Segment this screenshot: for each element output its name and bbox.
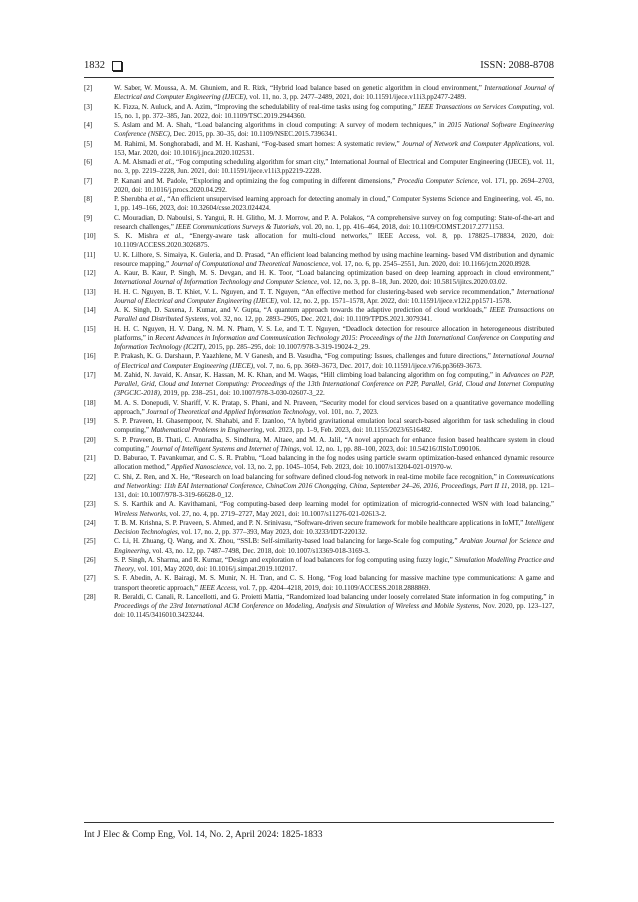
reference-details: , vol. 15, no. 1, pp. 372–385, Jan. 2022, doi: 10.1109/TSC.2019.2944360. [114, 102, 554, 120]
reference-details: , vol. 17, no. 6, pp. 2545–2551, Jun. 2020, doi: 10.1166/jctn.2020.8928. [328, 259, 531, 268]
reference-details: , vol. 27, no. 4, pp. 2719–2727, May 2021, doi: 10.1007/s11276-021-02613-2. [166, 509, 387, 518]
square-icon [112, 61, 122, 71]
reference-text: S. Aslam and M. A. Shah, “Load balancing algorithms in cloud computing: A survey of modern techniques,” in [114, 121, 445, 129]
reference-number: [28] [84, 592, 96, 601]
reference-venue: Mathematical Problems in Engineering [150, 426, 263, 435]
reference-text: S. F. Abedin, A. K. Bairagi, M. S. Munir, N. H. Tran, and C. S. Hong, “Fog load balancing for massive machine type communications: A game and transport theoretic approach,” [114, 574, 554, 592]
reference-item [84, 399, 554, 418]
reference-venue: IEEE Transactions on Parallel and Distributed Systems [114, 306, 555, 324]
reference-number: [23] [84, 500, 96, 509]
reference-item [84, 140, 554, 159]
reference-number: [15] [84, 324, 96, 333]
reference-number: [9] [84, 213, 93, 222]
reference-text: C. Shi, Z. Ren, and X. He, “Research on load balancing for software defined cloud-fog network in real-time mobile face recognition,” in [114, 472, 505, 481]
page-header [84, 60, 554, 76]
reference-number: [14] [84, 306, 96, 314]
reference-item [84, 325, 554, 353]
reference-details: , vol. 12, no. 2, pp. 1571–1578, Apr. 2022, doi: 10.11591/ijece.v12i2.pp1571-1578. [276, 296, 512, 305]
reference-text: S. P. Praveen, B. Thati, C. Anuradha, S. Sindhura, M. Altaee, and M. A. Jalil, “A novel approach for enhance fusion based healthcare system in cloud computing,” [114, 435, 554, 453]
reference-details: , vol. 12, no. 3, pp. 8–18, Jun. 2020, doi: 10.5815/ijitcs.2020.03.02. [317, 278, 507, 287]
reference-venue: Advances on P2P, Parallel, Grid, Cloud and Internet Computing: Proceedings of the 13th International Conference on P2P, Parallel, Grid, Cloud and Internet Computing (3PGCIC-2018) [114, 370, 554, 398]
reference-number: [3] [84, 102, 93, 111]
reference-venue: Journal of Intelligent Systems and Internet of Things [150, 444, 300, 453]
reference-item [84, 537, 554, 556]
reference-item [84, 454, 554, 473]
reference-venue: Procedia Computer Science [397, 176, 478, 185]
reference-item [84, 251, 554, 270]
reference-item [84, 500, 554, 519]
reference-text: M. A. S. Donepudi, V. Shariff, V. K. Pratap, S. Phani, and N. Praveen, “Security model for cloud services based on a quantitative governance modelling approach,” [114, 398, 554, 416]
reference-details: , “An efficient unsupervised learning approach for detecting anomaly in cloud,” Computer Systems Science and Engineering, vol. 45, no. 1, pp. 149–166, 2023, doi: 10.32604/csse.2023.024424. [114, 195, 555, 213]
reference-details: , 2019, pp. 238–251, doi: 10.1007/978-3-030-02607-3_22. [159, 389, 325, 398]
reference-item [84, 269, 554, 288]
reference-item [84, 352, 554, 371]
reference-text: D. Baburao, T. Pavankumar, and C. S. R. Prabhu, “Load balancing in the fog nodes using particle swarm optimization-based enhanced dynamic resource allocation method,” [114, 454, 554, 472]
reference-details: , vol. 171, pp. 2694–2703, 2020, doi: 10.1016/j.procs.2020.04.292. [114, 176, 554, 194]
reference-text: S. K. Mishra [114, 232, 159, 240]
reference-details: , vol. 12, no. 1, pp. 88–100, 2023, doi: 10.54216/JISIoT.090106. [299, 444, 481, 453]
reference-venue: Journal of Network and Computer Applications [402, 139, 540, 148]
reference-details: , vol. 20, no. 1, pp. 416–464, 2018, doi: 10.1109/COMST.2017.2771153. [298, 222, 505, 231]
reference-number: [8] [84, 195, 93, 203]
reference-venue: International Journal of Electrical and Computer Engineering (IJECE) [114, 287, 554, 305]
reference-text: T. B. M. Krishna, S. P. Praveen, S. Ahmed, and P. N. Srinivasu, “Software-driven secure framework for mobile healthcare applications in IoMT,” [114, 518, 524, 527]
reference-text: W. Saber, W. Moussa, A. M. Ghuniem, and R. Rizk, “Hybrid load balance based on genetic algorithm in cloud environment,” [114, 84, 482, 92]
reference-item [84, 177, 554, 196]
reference-text: M. Rahimi, M. Songhorabadi, and M. H. Kashani, “Fog-based smart homes: A systematic review,” [114, 139, 400, 148]
reference-venue: Proceedings of the 23rd International ACM Conference on Modeling, Analysis and Simulation of Wireless and Mobile Systems [114, 602, 479, 610]
reference-text: P. Sherubha [114, 195, 148, 203]
reference-venue: et al. [158, 158, 173, 166]
page-footer: Int J Elec & Comp Eng, Vol. 14, No. 2, April 2024: 1825-1833 [84, 830, 323, 840]
reference-details: , Dec. 2015, pp. 30–35, doi: 10.1109/NSEC.2015.7396341. [169, 130, 338, 139]
reference-number: [18] [84, 398, 96, 407]
reference-text: U. K. Lilhore, S. Simaiya, K. Guleria, and D. Prasad, “An efficient load balancing method by using machine learning- based VM distribution and dynamic resource mapping,” [114, 250, 554, 268]
reference-venue: Applied Nanoscience [171, 463, 232, 472]
reference-details: , Nov. 2020, pp. 123–127, doi: 10.1145/3416010.3423244. [114, 602, 554, 620]
reference-item [84, 288, 554, 307]
reference-number: [21] [84, 454, 96, 462]
reference-details: , vol. 2023, pp. 1–9, Feb. 2023, doi: 10.1155/2023/6516482. [262, 426, 433, 435]
reference-venue: Wireless Networks [114, 509, 167, 518]
reference-text: P. Kanani and M. Padole, “Exploring and optimizing the fog computing in different dimensions,” [114, 176, 396, 185]
reference-text: H. H. C. Nguyen, B. T. Khiet, V. L. Nguyen, and T. T. Nguyen, “An effective method for clustering-based web service recommendation,” [114, 287, 515, 296]
reference-details: , vol. 7, pp. 4204–4218, 2019, doi: 10.1109/ACCESS.2018.2888869. [235, 583, 431, 592]
reference-number: [25] [84, 537, 96, 546]
reference-item [84, 195, 554, 214]
reference-text: A. Kaur, B. Kaur, P. Singh, M. S. Devgan, and H. K. Toor, “Load balancing optimization based on deep learning approach in cloud environment,” [114, 269, 554, 277]
reference-number: [6] [84, 158, 93, 166]
reference-item [84, 84, 554, 103]
reference-details: , “Fog computing scheduling algorithm for smart city,” International Journal of Electrical and Computer Engineering (IJECE), vol. 11, no. 3, pp. 2219–2228, Jun. 2021, doi: 10.11591/ijece.v11i3.pp2219-2228. [114, 158, 554, 176]
reference-number: [11] [84, 250, 96, 259]
reference-item [84, 214, 554, 233]
reference-number: [10] [84, 232, 96, 240]
reference-item [84, 158, 554, 177]
issn: ISSN: 2088-8708 [480, 60, 554, 71]
reference-number: [24] [84, 518, 96, 527]
reference-details: , vol. 17, no. 2, pp. 377–393, May 2023, doi: 10.3233/IDT-220132. [177, 528, 367, 536]
reference-number: [26] [84, 555, 96, 564]
reference-item [84, 473, 554, 501]
reference-item [84, 519, 554, 538]
reference-details: , vol. 101, no. 7, 2023. [314, 407, 379, 416]
reference-text: A. M. Alsmadi [114, 158, 157, 166]
reference-text: R. Beraldi, C. Canali, R. Lancellotti, and G. Proietti Mattia, “Randomized load balancing under loosely correlated State information in fog computing,” in [114, 592, 554, 601]
reference-text: C. Li, H. Zhuang, Q. Wang, and X. Zhou, “SSLB: Self-similarity-based load balancing for large-Scale fog computing,” [114, 537, 458, 546]
reference-text: S. P. Singh, A. Sharma, and R. Kumar, “Design and exploration of load balancers for fog computing using fuzzy logic,” [114, 555, 453, 564]
reference-venue: 2015 National Software Engineering Conference (NSEC) [114, 121, 554, 139]
reference-number: [22] [84, 472, 96, 481]
reference-details: , vol. 43, no. 12, pp. 7487–7498, Dec. 2018, doi: 10.1007/s13369-018-3169-3. [148, 546, 370, 555]
reference-number: [19] [84, 417, 96, 425]
reference-details: , vol. 13, no. 2, pp. 1045–1054, Feb. 2023, doi: 10.1007/s13204-021-01970-w. [231, 463, 453, 472]
reference-list [84, 84, 554, 621]
reference-details: , vol. 11, no. 3, pp. 2477–2489, 2021, doi: 10.11591/ijece.v11i3.pp2477-2489. [245, 93, 467, 102]
reference-number: [7] [84, 176, 93, 185]
reference-text: S. S. Karthik and A. Kavithamani, “Fog computing-based deep learning model for optimization of microgrid-connected WSN with load balancing,” [114, 500, 554, 509]
header-divider [84, 77, 554, 78]
reference-venue: et al. [163, 232, 182, 240]
reference-number: [16] [84, 352, 96, 361]
reference-venue: International Journal of Electrical and Computer Engineering (IJECE) [114, 84, 555, 102]
reference-venue: Journal of Computational and Theoretical Nanoscience [170, 259, 329, 268]
reference-item [84, 574, 554, 593]
reference-details: , vol. 153, Mar. 2020, doi: 10.1016/j.jnca.2020.102531. [114, 139, 555, 157]
reference-venue: IEEE Communications Surveys & Tutorials [175, 222, 299, 231]
reference-number: [2] [84, 84, 93, 92]
reference-item [84, 371, 554, 399]
reference-item [84, 556, 554, 575]
reference-text: P. Prakash, K. G. Darshaun, P. Yaazhlene, M. V Ganesh, and B. Vasudha, “Fog computing: Issues, challenges and future directions,” [114, 352, 491, 361]
reference-item [84, 121, 554, 140]
reference-venue: IEEE Access [199, 583, 236, 592]
reference-text: K. Fizza, N. Auluck, and A. Azim, “Improving the schedulability of real-time tasks using fog computing,” [114, 102, 417, 111]
reference-number: [4] [84, 121, 93, 129]
reference-item [84, 417, 554, 436]
reference-item [84, 593, 554, 621]
reference-text: H. H. C. Nguyen, H. V. Dang, N. M. N. Pham, V. S. Le, and T. T. Nguyen, “Deadlock detection for resource allocation in heterogeneous distributed platforms,” in [114, 324, 554, 342]
reference-venue: Journal of Theoretical and Applied Information Technology [146, 407, 315, 416]
reference-details: , 2015, pp. 285–295, doi: 10.1007/978-3-319-19024-2_29. [204, 343, 370, 351]
reference-venue: Recent Advances in Information and Communication Technology 2015: Proceedings of the 11th International Conference on Computing and Information Technology (IC2IT) [114, 333, 554, 351]
reference-venue: Communications and Networking: 11th EAI International Conference, ChinaCom 2016 Chongqing, China, September 24–26, 2016, Proceedings, Part II 11 [114, 472, 554, 490]
reference-item [84, 306, 554, 325]
reference-text: S. P. Praveen, H. Ghasempoor, N. Shahabi, and F. Izanloo, “A hybrid gravitational emulation local search-based algorithm for task scheduling in cloud computing,” [114, 417, 554, 435]
reference-venue: Intelligent Decision Technologies [114, 518, 554, 536]
reference-details: , vol. 7, no. 6, pp. 3669–3673, Dec. 2017, doi: 10.11591/ijece.v7i6.pp3669-3673. [253, 361, 482, 370]
reference-number: [20] [84, 435, 96, 444]
reference-venue: IEEE Transactions on Services Computing [418, 102, 540, 111]
reference-number: [5] [84, 139, 93, 148]
reference-item [84, 232, 554, 251]
reference-details: , vol. 101, May 2020, doi: 10.1016/j.simpat.2019.102017. [133, 565, 298, 573]
footer-divider [84, 822, 554, 823]
reference-number: [13] [84, 287, 96, 296]
reference-venue: Arabian Journal for Science and Engineering [114, 537, 554, 555]
reference-details: , 2018, pp. 121–131, doi: 10.1007/978-3-319-66628-0_12. [114, 481, 554, 499]
reference-venue: International Journal of Electrical and Computer Engineering (IJECE) [114, 352, 555, 370]
reference-number: [27] [84, 574, 96, 583]
reference-text: C. Mouradian, D. Naboulsi, S. Yangui, R. H. Glitho, M. J. Morrow, and P. A. Polakos, “A comprehensive survey on fog computing: State-of-the-art and research challenges,” [114, 213, 554, 231]
page-number: 1832 [84, 60, 105, 71]
reference-text: A. K. Singh, D. Saxena, J. Kumar, and V. Gupta, “A quantum approach towards the adaptive prediction of cloud workloads,” [114, 306, 487, 314]
reference-details: , “Energy-aware task allocation for multi-cloud networks,” IEEE Access, vol. 8, pp. 178825–178834, 2020, doi: 10.1109/ACCESS.2020.3026875. [114, 232, 555, 250]
reference-number: [17] [84, 370, 96, 379]
reference-item [84, 103, 554, 122]
reference-venue: Simulation Modelling Practice and Theory [114, 555, 554, 573]
reference-details: , vol. 32, no. 12, pp. 2893–2905, Dec. 2021, doi: 10.1109/TPDS.2021.3079341. [207, 315, 433, 324]
reference-item [84, 436, 554, 455]
reference-venue: International Journal of Information Technology and Computer Science [114, 278, 318, 287]
reference-venue: et al. [149, 195, 164, 203]
reference-number: [12] [84, 269, 96, 277]
reference-text: M. Zahid, N. Javaid, K. Ansar, K. Hassan, M. K. Khan, and M. Waqas, “Hill climbing load balancing algorithm on fog computing,” in [114, 370, 501, 379]
